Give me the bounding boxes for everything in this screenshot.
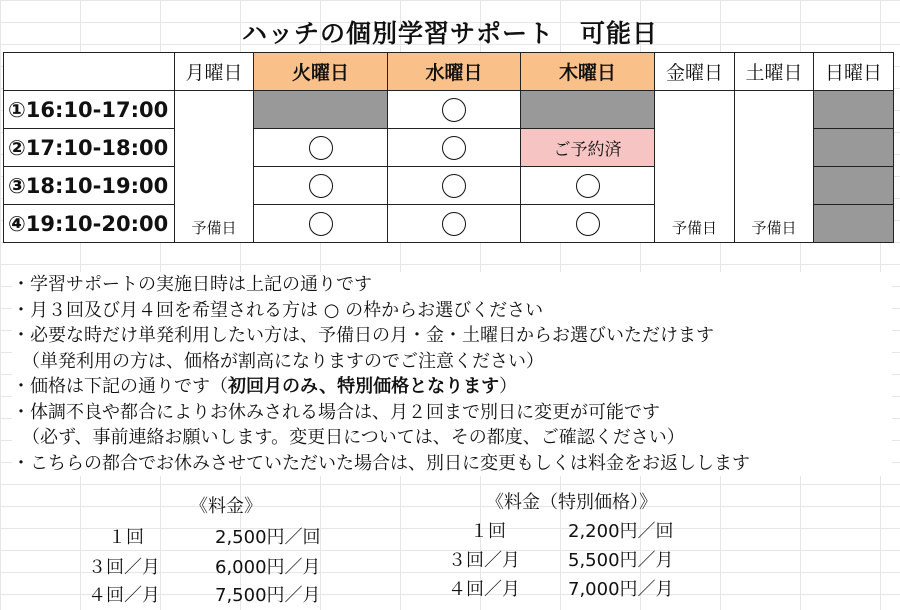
cell-unavailable: [814, 129, 894, 167]
cell-available: [254, 205, 388, 243]
cell-available: [388, 91, 521, 129]
cell-available: [388, 167, 521, 205]
price-regular-price: 7,500円／月: [215, 585, 321, 606]
header-row: [4, 53, 894, 91]
page-title: ハッチの個別学習サポート 可能日: [241, 19, 658, 48]
slot-label: ①16:10-17:00: [4, 91, 175, 129]
day-header-thu: 木曜日: [521, 53, 655, 91]
slot-label: ③18:10-19:00: [4, 167, 175, 205]
cell-available: [254, 129, 388, 167]
slot-label: ④19:10-20:00: [4, 205, 175, 243]
day-header-wed: 水曜日: [388, 53, 521, 91]
reserve-day-label: 予備日: [671, 219, 717, 237]
circle-icon: [442, 136, 466, 160]
note-line: ・体調不良や都合によりお休みされる場合は、月２回まで別日に変更が可能です: [12, 401, 660, 423]
price-special-price: 5,500円／月: [568, 550, 674, 571]
day-header-sun: 日曜日: [814, 53, 894, 91]
cell-available: [521, 167, 655, 205]
cell-unavailable: [814, 91, 894, 129]
price-regular-plan: ４回／月: [88, 585, 160, 606]
reserve-day-label: 予備日: [751, 219, 797, 237]
circle-icon: [576, 212, 600, 236]
cell-available: [388, 129, 521, 167]
circle-icon: [442, 98, 466, 122]
note-line: （必ず、事前連絡お願いします。変更日については、その都度、ご確認ください）: [22, 427, 685, 448]
price-special-heading: 《料金（特別価格）》: [486, 492, 657, 513]
note-line: ・月３回及び月４回を希望される方は ○ の枠からお選びください: [12, 299, 544, 321]
note-line: ・学習サポートの実施日時は上記の通りです: [12, 274, 372, 295]
note-price-emphasis: 初回月のみ、特別価格となります: [228, 376, 500, 397]
cell-unavailable: [521, 91, 655, 129]
mon-reserve-cell: [175, 91, 254, 243]
note-line: （単発利用の方は、価格が割高になりますのでご注意ください）: [22, 350, 544, 372]
cell-unavailable: [814, 205, 894, 243]
note-line: ・必要な時だけ単発利用したい方は、予備日の月・金・土曜日からお選びいただけます: [12, 325, 714, 346]
fri-reserve-cell: [655, 91, 735, 243]
note-price-close: ）: [499, 376, 518, 397]
note-line: ・こちらの都合でお休みさせていただいた場合は、別日に変更もしくは料金をお返しします: [12, 452, 750, 474]
slot-label: ②17:10-18:00: [4, 129, 175, 167]
cell-available: [254, 167, 388, 205]
price-regular-plan: ３回／月: [88, 557, 160, 578]
price-regular-price: 6,000円／月: [215, 557, 321, 578]
price-regular-heading: 《料金》: [190, 496, 262, 517]
price-special-plan: ４回／月: [448, 579, 520, 600]
day-header-sat: 土曜日: [735, 53, 814, 91]
note-line-price: [12, 374, 892, 400]
circle-icon: [442, 212, 466, 236]
cell-reserved: ご予約済: [521, 129, 655, 167]
day-header-tue: 火曜日: [254, 53, 388, 91]
day-header-mon: 月曜日: [175, 53, 254, 91]
price-regular-price: 2,500円／回: [215, 527, 321, 548]
cell-available: [521, 205, 655, 243]
corner-cell: [4, 53, 175, 91]
cell-unavailable: [254, 91, 388, 129]
notes-block: [12, 272, 892, 476]
schedule-table: [3, 52, 894, 243]
price-special-price: 2,200円／回: [568, 521, 674, 542]
price-special-plan: ３回／月: [448, 550, 520, 571]
circle-icon: [309, 174, 333, 198]
note-price-text: ・価格は下記の通りです（: [12, 376, 228, 397]
circle-icon: [309, 212, 333, 236]
price-special-plan: １回: [470, 521, 506, 542]
day-header-fri: 金曜日: [655, 53, 735, 91]
table-row: [4, 91, 894, 129]
reserve-day-label: 予備日: [191, 219, 237, 237]
cell-unavailable: [814, 167, 894, 205]
circle-icon: [309, 136, 333, 160]
cell-available: [388, 205, 521, 243]
sat-reserve-cell: [735, 91, 814, 243]
circle-icon: [576, 174, 600, 198]
price-special-price: 7,000円／月: [568, 579, 674, 600]
price-regular-plan: １回: [108, 527, 144, 548]
circle-icon: [442, 174, 466, 198]
